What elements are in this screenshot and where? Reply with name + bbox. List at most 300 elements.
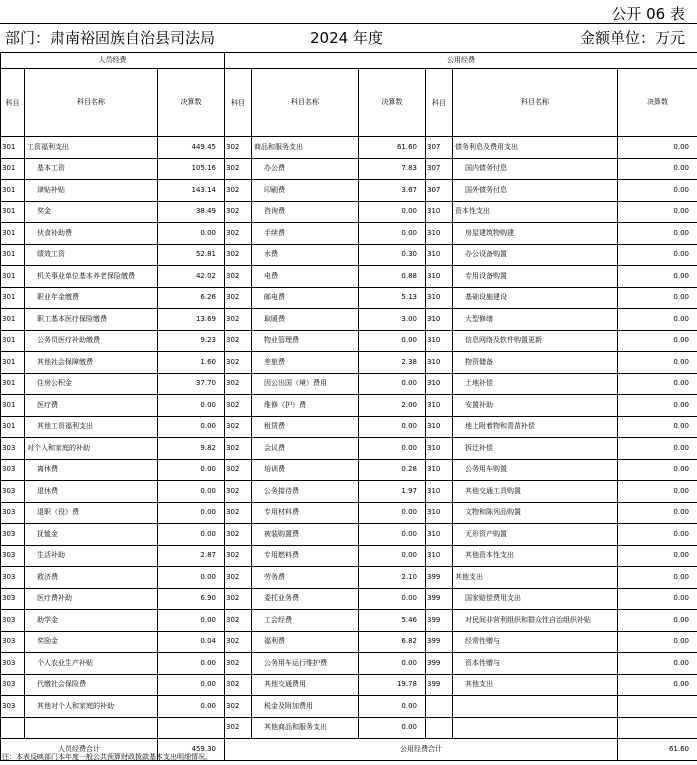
name-cell: 其他支出 xyxy=(453,674,618,696)
amount-cell: 0.00 xyxy=(618,653,697,675)
name-cell: 办公费 xyxy=(252,158,359,180)
code-cell: 301 xyxy=(1,180,25,202)
code-cell xyxy=(426,696,453,718)
name-cell: 信息网络及软件购置更新 xyxy=(453,330,618,352)
name-cell: 电费 xyxy=(252,266,359,288)
name-cell: 公务接待费 xyxy=(252,481,359,503)
name-cell: 伙食补助费 xyxy=(25,223,158,245)
code-cell: 310 xyxy=(426,309,453,331)
amount-cell: 0.00 xyxy=(618,287,697,309)
amount-cell: 0.00 xyxy=(618,373,697,395)
amount-cell: 42.02 xyxy=(158,266,225,288)
amount-cell: 0.00 xyxy=(618,502,697,524)
table-row xyxy=(1,395,697,417)
code-cell: 302 xyxy=(225,266,252,288)
name-cell: 对民间非营利组织和群众性自治组织补贴 xyxy=(453,610,618,632)
amount-cell xyxy=(158,717,225,739)
amount-cell: 6.26 xyxy=(158,287,225,309)
name-cell: 基本工资 xyxy=(25,158,158,180)
amount-cell: 0.00 xyxy=(359,438,426,460)
code-cell: 310 xyxy=(426,352,453,374)
name-cell: 租赁费 xyxy=(252,416,359,438)
col-name: 科目名称 xyxy=(252,69,359,137)
table-row xyxy=(1,502,697,524)
name-cell: 其他交通工具购置 xyxy=(453,481,618,503)
amount-cell: 0.00 xyxy=(618,416,697,438)
code-cell: 310 xyxy=(426,266,453,288)
amount-cell: 0.00 xyxy=(618,309,697,331)
amount-cell: 0.00 xyxy=(359,373,426,395)
amount-cell: 5.13 xyxy=(359,287,426,309)
department-label: 部门：肃南裕固族自治县司法局 xyxy=(5,29,216,47)
code-cell: 302 xyxy=(225,330,252,352)
name-cell: 其他工资福利支出 xyxy=(25,416,158,438)
amount-cell: 449.45 xyxy=(158,137,225,159)
name-cell: 机关事业单位基本养老保险缴费 xyxy=(25,266,158,288)
name-cell: 其他商品和服务支出 xyxy=(252,717,359,739)
code-cell: 302 xyxy=(225,545,252,567)
code-cell: 310 xyxy=(426,502,453,524)
table-row xyxy=(1,588,697,610)
amount-cell: 0.00 xyxy=(359,545,426,567)
name-cell: 拆迁补偿 xyxy=(453,438,618,460)
name-cell: 医疗费 xyxy=(25,395,158,417)
code-cell: 302 xyxy=(225,674,252,696)
amount-cell: 0.00 xyxy=(618,459,697,481)
amount-cell: 0.00 xyxy=(158,610,225,632)
col-amount: 决算数 xyxy=(359,69,426,137)
code-cell: 303 xyxy=(1,653,25,675)
col-code: 科目 xyxy=(1,69,25,137)
amount-cell: 143.14 xyxy=(158,180,225,202)
table-row xyxy=(1,459,697,481)
name-cell: 退职（役）费 xyxy=(25,502,158,524)
name-cell: 土地补偿 xyxy=(453,373,618,395)
name-cell: 经常性赠与 xyxy=(453,631,618,653)
name-cell: 国家赔偿费用支出 xyxy=(453,588,618,610)
code-cell: 302 xyxy=(225,416,252,438)
name-cell: 维修（护）费 xyxy=(252,395,359,417)
table-row xyxy=(1,309,697,331)
table-row xyxy=(1,631,697,653)
code-cell: 399 xyxy=(426,588,453,610)
code-cell: 302 xyxy=(225,459,252,481)
code-cell: 303 xyxy=(1,567,25,589)
code-cell: 302 xyxy=(225,352,252,374)
amount-cell: 0.00 xyxy=(158,395,225,417)
code-cell: 301 xyxy=(1,352,25,374)
name-cell: 办公设备购置 xyxy=(453,244,618,266)
name-cell: 其他社会保障缴费 xyxy=(25,352,158,374)
name-cell: 个人农业生产补贴 xyxy=(25,653,158,675)
name-cell: 住房公积金 xyxy=(25,373,158,395)
name-cell: 医疗费补助 xyxy=(25,588,158,610)
name-cell: 专用设备购置 xyxy=(453,266,618,288)
table-row xyxy=(1,674,697,696)
amount-cell: 0.00 xyxy=(158,223,225,245)
col-code: 科目 xyxy=(426,69,453,137)
code-cell: 302 xyxy=(225,201,252,223)
name-cell: 国外债务付息 xyxy=(453,180,618,202)
table-row xyxy=(1,266,697,288)
table-row xyxy=(1,481,697,503)
code-cell: 399 xyxy=(426,610,453,632)
amount-cell: 0.00 xyxy=(158,459,225,481)
code-cell: 303 xyxy=(1,588,25,610)
personnel-total-value: 459.30 xyxy=(158,739,225,761)
name-cell: 奖金 xyxy=(25,201,158,223)
amount-cell: 0.00 xyxy=(359,588,426,610)
amount-cell: 2.10 xyxy=(359,567,426,589)
name-cell: 咨询费 xyxy=(252,201,359,223)
name-cell: 房屋建筑物购建 xyxy=(453,223,618,245)
amount-cell: 0.00 xyxy=(359,524,426,546)
code-cell: 307 xyxy=(426,137,453,159)
code-cell: 302 xyxy=(225,223,252,245)
amount-cell: 6.90 xyxy=(158,588,225,610)
table-row xyxy=(1,567,697,589)
amount-cell: 0.00 xyxy=(359,717,426,739)
name-cell xyxy=(453,696,618,718)
name-cell: 会议费 xyxy=(252,438,359,460)
amount-cell: 0.88 xyxy=(359,266,426,288)
col-amount: 决算数 xyxy=(618,69,697,137)
code-cell: 310 xyxy=(426,545,453,567)
code-cell: 303 xyxy=(1,545,25,567)
name-cell: 国内债务付息 xyxy=(453,158,618,180)
name-cell: 印刷费 xyxy=(252,180,359,202)
amount-cell: 1.97 xyxy=(359,481,426,503)
table-row xyxy=(1,223,697,245)
amount-cell: 105.16 xyxy=(158,158,225,180)
name-cell: 离休费 xyxy=(25,459,158,481)
table-row xyxy=(1,244,697,266)
name-cell: 助学金 xyxy=(25,610,158,632)
table-row xyxy=(1,653,697,675)
amount-cell xyxy=(618,717,697,739)
name-cell: 职业年金缴费 xyxy=(25,287,158,309)
code-cell: 310 xyxy=(426,223,453,245)
amount-cell: 0.00 xyxy=(359,330,426,352)
amount-cell: 52.81 xyxy=(158,244,225,266)
amount-cell: 0.00 xyxy=(618,395,697,417)
name-cell: 债务利息及费用支出 xyxy=(453,137,618,159)
name-cell: 退休费 xyxy=(25,481,158,503)
amount-cell: 2.00 xyxy=(359,395,426,417)
name-cell: 被装购置费 xyxy=(252,524,359,546)
code-cell: 302 xyxy=(225,524,252,546)
table-row xyxy=(1,158,697,180)
col-amount: 决算数 xyxy=(158,69,225,137)
amount-cell: 9.23 xyxy=(158,330,225,352)
table-row xyxy=(1,416,697,438)
amount-cell: 0.00 xyxy=(618,330,697,352)
name-cell: 地上附着物和青苗补偿 xyxy=(453,416,618,438)
name-cell: 其他资本性支出 xyxy=(453,545,618,567)
table-row xyxy=(1,352,697,374)
code-cell: 310 xyxy=(426,524,453,546)
code-cell: 302 xyxy=(225,696,252,718)
code-cell: 307 xyxy=(426,180,453,202)
amount-cell: 0.00 xyxy=(158,696,225,718)
name-cell: 手续费 xyxy=(252,223,359,245)
name-cell: 水费 xyxy=(252,244,359,266)
name-cell: 奖励金 xyxy=(25,631,158,653)
code-cell: 310 xyxy=(426,287,453,309)
section-personnel: 人员经费 xyxy=(1,53,225,69)
col-code: 科目 xyxy=(225,69,252,137)
amount-cell: 0.00 xyxy=(618,201,697,223)
unit-label: 金额单位：万元 xyxy=(579,29,685,47)
code-cell: 302 xyxy=(225,610,252,632)
name-cell: 商品和服务支出 xyxy=(252,137,359,159)
code-cell: 303 xyxy=(1,631,25,653)
name-cell: 因公出国（境）费用 xyxy=(252,373,359,395)
name-cell: 公务用车购置 xyxy=(453,459,618,481)
amount-cell: 0.00 xyxy=(158,416,225,438)
amount-cell: 0.00 xyxy=(158,653,225,675)
code-cell: 301 xyxy=(1,223,25,245)
section-public: 公用经费 xyxy=(225,53,697,69)
name-cell: 福利费 xyxy=(252,631,359,653)
amount-cell: 0.00 xyxy=(618,438,697,460)
name-cell: 救济费 xyxy=(25,567,158,589)
code-cell: 310 xyxy=(426,373,453,395)
name-cell: 津贴补贴 xyxy=(25,180,158,202)
amount-cell: 0.00 xyxy=(158,502,225,524)
code-cell: 303 xyxy=(1,459,25,481)
amount-cell: 1.60 xyxy=(158,352,225,374)
code-cell: 303 xyxy=(1,481,25,503)
amount-cell: 9.82 xyxy=(158,438,225,460)
amount-cell: 38.49 xyxy=(158,201,225,223)
name-cell: 生活补助 xyxy=(25,545,158,567)
name-cell: 工会经费 xyxy=(252,610,359,632)
amount-cell: 0.00 xyxy=(618,158,697,180)
name-cell: 公务员医疗补助缴费 xyxy=(25,330,158,352)
code-cell: 399 xyxy=(426,567,453,589)
code-cell: 301 xyxy=(1,158,25,180)
name-cell: 基础设施建设 xyxy=(453,287,618,309)
code-cell: 399 xyxy=(426,653,453,675)
name-cell: 培训费 xyxy=(252,459,359,481)
amount-cell: 13.69 xyxy=(158,309,225,331)
name-cell: 抚恤金 xyxy=(25,524,158,546)
code-cell: 302 xyxy=(225,481,252,503)
code-cell: 301 xyxy=(1,244,25,266)
name-cell: 大型修缮 xyxy=(453,309,618,331)
name-cell: 专用燃料费 xyxy=(252,545,359,567)
name-cell: 专用材料费 xyxy=(252,502,359,524)
amount-cell: 0.00 xyxy=(618,352,697,374)
code-cell: 301 xyxy=(1,416,25,438)
amount-cell: 5.46 xyxy=(359,610,426,632)
amount-cell: 0.00 xyxy=(158,481,225,503)
code-cell: 302 xyxy=(225,567,252,589)
code-cell: 302 xyxy=(225,653,252,675)
code-cell: 302 xyxy=(225,244,252,266)
amount-cell xyxy=(618,696,697,718)
code-cell: 302 xyxy=(225,438,252,460)
amount-cell: 0.00 xyxy=(359,696,426,718)
code-cell: 310 xyxy=(426,416,453,438)
name-cell: 邮电费 xyxy=(252,287,359,309)
name-cell: 职工基本医疗保险缴费 xyxy=(25,309,158,331)
code-cell: 302 xyxy=(225,395,252,417)
code-cell: 301 xyxy=(1,266,25,288)
table-row xyxy=(1,524,697,546)
amount-cell: 19.78 xyxy=(359,674,426,696)
amount-cell: 0.00 xyxy=(158,674,225,696)
report-header xyxy=(0,23,697,53)
code-cell xyxy=(1,717,25,739)
name-cell: 安置补助 xyxy=(453,395,618,417)
amount-cell: 0.00 xyxy=(618,674,697,696)
amount-cell: 0.00 xyxy=(359,201,426,223)
table-row xyxy=(1,287,697,309)
amount-cell: 0.00 xyxy=(618,137,697,159)
amount-cell: 0.00 xyxy=(618,481,697,503)
amount-cell: 0.00 xyxy=(618,524,697,546)
name-cell: 资本性支出 xyxy=(453,201,618,223)
amount-cell: 0.00 xyxy=(359,502,426,524)
year-label: 2024 年度 xyxy=(310,29,383,47)
code-cell: 303 xyxy=(1,696,25,718)
amount-cell: 0.00 xyxy=(618,266,697,288)
table-row xyxy=(1,610,697,632)
code-cell: 301 xyxy=(1,330,25,352)
code-cell: 301 xyxy=(1,373,25,395)
col-name: 科目名称 xyxy=(25,69,158,137)
code-cell: 302 xyxy=(225,137,252,159)
amount-cell: 61.60 xyxy=(359,137,426,159)
name-cell: 对个人和家庭的补助 xyxy=(25,438,158,460)
amount-cell: 0.00 xyxy=(158,524,225,546)
amount-cell: 37.70 xyxy=(158,373,225,395)
amount-cell: 3.00 xyxy=(359,309,426,331)
amount-cell: 0.00 xyxy=(618,180,697,202)
code-cell: 302 xyxy=(225,717,252,739)
name-cell: 其他对个人和家庭的补助 xyxy=(25,696,158,718)
code-cell: 310 xyxy=(426,459,453,481)
code-cell: 303 xyxy=(1,674,25,696)
amount-cell: 0.00 xyxy=(158,567,225,589)
code-cell: 301 xyxy=(1,287,25,309)
amount-cell: 0.00 xyxy=(359,416,426,438)
name-cell xyxy=(453,717,618,739)
code-cell: 399 xyxy=(426,631,453,653)
table-row xyxy=(1,330,697,352)
name-cell: 税金及附加费用 xyxy=(252,696,359,718)
amount-cell: 3.67 xyxy=(359,180,426,202)
code-cell: 310 xyxy=(426,244,453,266)
expenditure-table xyxy=(0,52,697,761)
amount-cell: 6.82 xyxy=(359,631,426,653)
code-cell: 302 xyxy=(225,588,252,610)
amount-cell: 0.00 xyxy=(359,653,426,675)
public-total-value: 61.60 xyxy=(618,739,697,761)
name-cell: 差旅费 xyxy=(252,352,359,374)
name-cell: 物资储备 xyxy=(453,352,618,374)
amount-cell: 0.00 xyxy=(359,223,426,245)
code-cell: 303 xyxy=(1,610,25,632)
name-cell: 其他支出 xyxy=(453,567,618,589)
amount-cell: 0.04 xyxy=(158,631,225,653)
amount-cell: 0.00 xyxy=(618,631,697,653)
code-cell: 310 xyxy=(426,438,453,460)
name-cell: 委托业务费 xyxy=(252,588,359,610)
public-total-label: 公用经费合计 xyxy=(225,739,618,761)
amount-cell: 0.28 xyxy=(359,459,426,481)
table-row xyxy=(1,545,697,567)
code-cell: 307 xyxy=(426,158,453,180)
amount-cell: 0.00 xyxy=(618,545,697,567)
name-cell: 文物和陈列品购置 xyxy=(453,502,618,524)
code-cell: 303 xyxy=(1,502,25,524)
code-cell: 301 xyxy=(1,137,25,159)
code-cell: 310 xyxy=(426,481,453,503)
name-cell: 其他交通费用 xyxy=(252,674,359,696)
code-cell: 310 xyxy=(426,201,453,223)
col-name: 科目名称 xyxy=(453,69,618,137)
amount-cell: 7.83 xyxy=(359,158,426,180)
code-cell: 302 xyxy=(225,309,252,331)
table-row xyxy=(1,717,697,739)
code-cell: 310 xyxy=(426,395,453,417)
table-row xyxy=(1,180,697,202)
code-cell: 301 xyxy=(1,395,25,417)
code-cell: 301 xyxy=(1,201,25,223)
name-cell: 物业管理费 xyxy=(252,330,359,352)
code-cell: 303 xyxy=(1,524,25,546)
code-cell: 399 xyxy=(426,674,453,696)
code-cell: 310 xyxy=(426,330,453,352)
amount-cell: 0.00 xyxy=(618,588,697,610)
code-cell: 303 xyxy=(1,438,25,460)
table-row xyxy=(1,201,697,223)
amount-cell: 0.00 xyxy=(618,567,697,589)
code-cell xyxy=(426,717,453,739)
code-cell: 301 xyxy=(1,309,25,331)
name-cell: 工资福利支出 xyxy=(25,137,158,159)
name-cell: 取暖费 xyxy=(252,309,359,331)
code-cell: 302 xyxy=(225,502,252,524)
name-cell: 绩效工资 xyxy=(25,244,158,266)
code-cell: 302 xyxy=(225,180,252,202)
name-cell xyxy=(25,717,158,739)
name-cell: 代缴社会保险费 xyxy=(25,674,158,696)
code-cell: 302 xyxy=(225,158,252,180)
table-row xyxy=(1,373,697,395)
table-row xyxy=(1,438,697,460)
amount-cell: 0.00 xyxy=(618,223,697,245)
code-cell: 302 xyxy=(225,287,252,309)
amount-cell: 2.87 xyxy=(158,545,225,567)
amount-cell: 0.00 xyxy=(618,610,697,632)
table-row xyxy=(1,696,697,718)
amount-cell: 0.30 xyxy=(359,244,426,266)
amount-cell: 0.00 xyxy=(618,244,697,266)
code-cell: 302 xyxy=(225,373,252,395)
amount-cell: 2.38 xyxy=(359,352,426,374)
name-cell: 公务用车运行维护费 xyxy=(252,653,359,675)
table-row xyxy=(1,137,697,159)
name-cell: 资本性赠与 xyxy=(453,653,618,675)
name-cell: 劳务费 xyxy=(252,567,359,589)
footer-note: 注：本表反映部门本年度一般公共预算财政拨款基本支出明细情况。 xyxy=(2,753,212,761)
code-cell: 302 xyxy=(225,631,252,653)
personnel-total-label: 人员经费合计 xyxy=(1,739,158,761)
